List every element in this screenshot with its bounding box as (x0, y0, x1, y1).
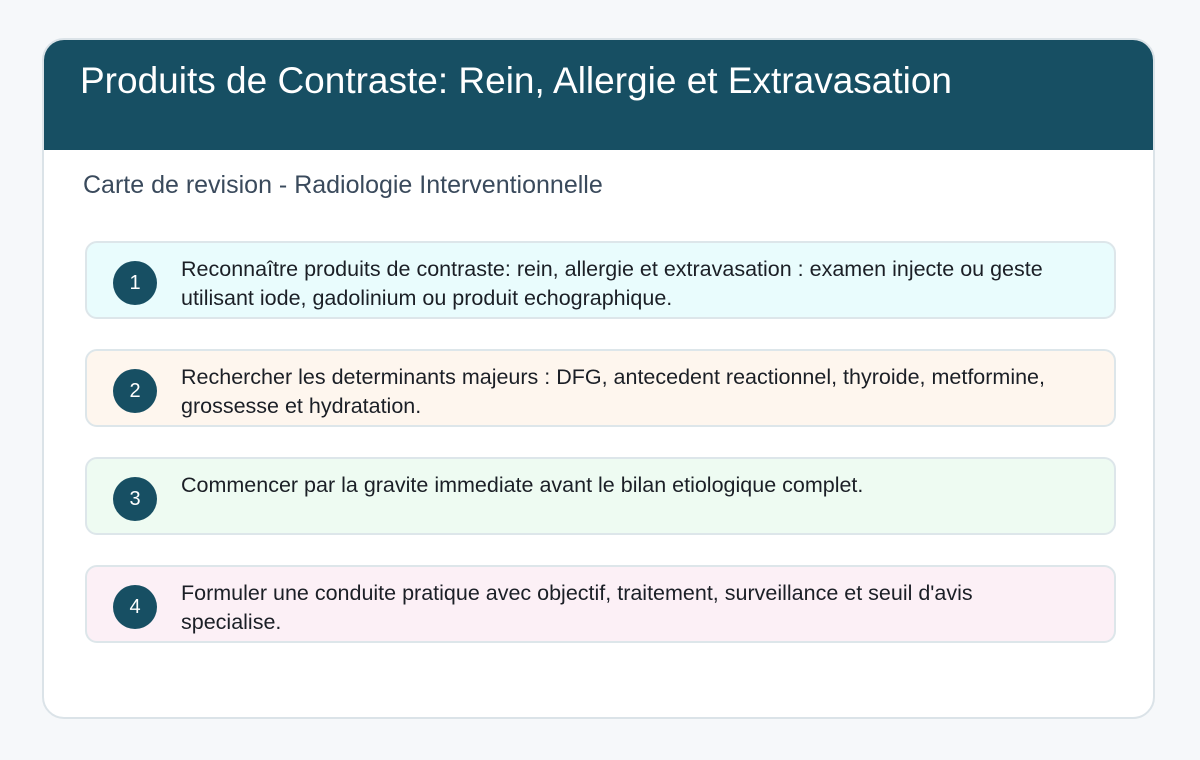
card-subtitle: Carte de revision - Radiologie Interventionnelle (83, 171, 603, 199)
list-item (85, 565, 1116, 643)
item-number-badge: 3 (113, 477, 157, 521)
item-list (85, 241, 1116, 673)
list-item (85, 457, 1116, 535)
item-text: Commencer par la gravite immediate avant le bilan etiologique complet. (181, 473, 864, 497)
item-number-badge: 4 (113, 585, 157, 629)
revision-card (42, 38, 1155, 719)
card-title: Produits de Contraste: Rein, Allergie et Extravasation (80, 60, 953, 101)
card-header (44, 40, 1153, 150)
item-number-badge: 1 (113, 261, 157, 305)
item-text: Reconnaître produits de contraste: rein, allergie et extravasation : examen injecte ou geste utilisant iode, gadolinium ou produit echographique. (181, 257, 1043, 310)
item-number-badge: 2 (113, 369, 157, 413)
item-text: Formuler une conduite pratique avec objectif, traitement, surveillance et seuil d'avis specialise. (181, 581, 973, 634)
list-item (85, 241, 1116, 319)
item-text: Rechercher les determinants majeurs : DFG, antecedent reactionnel, thyroide, metformine, grossesse et hydratation. (181, 365, 1045, 418)
list-item (85, 349, 1116, 427)
